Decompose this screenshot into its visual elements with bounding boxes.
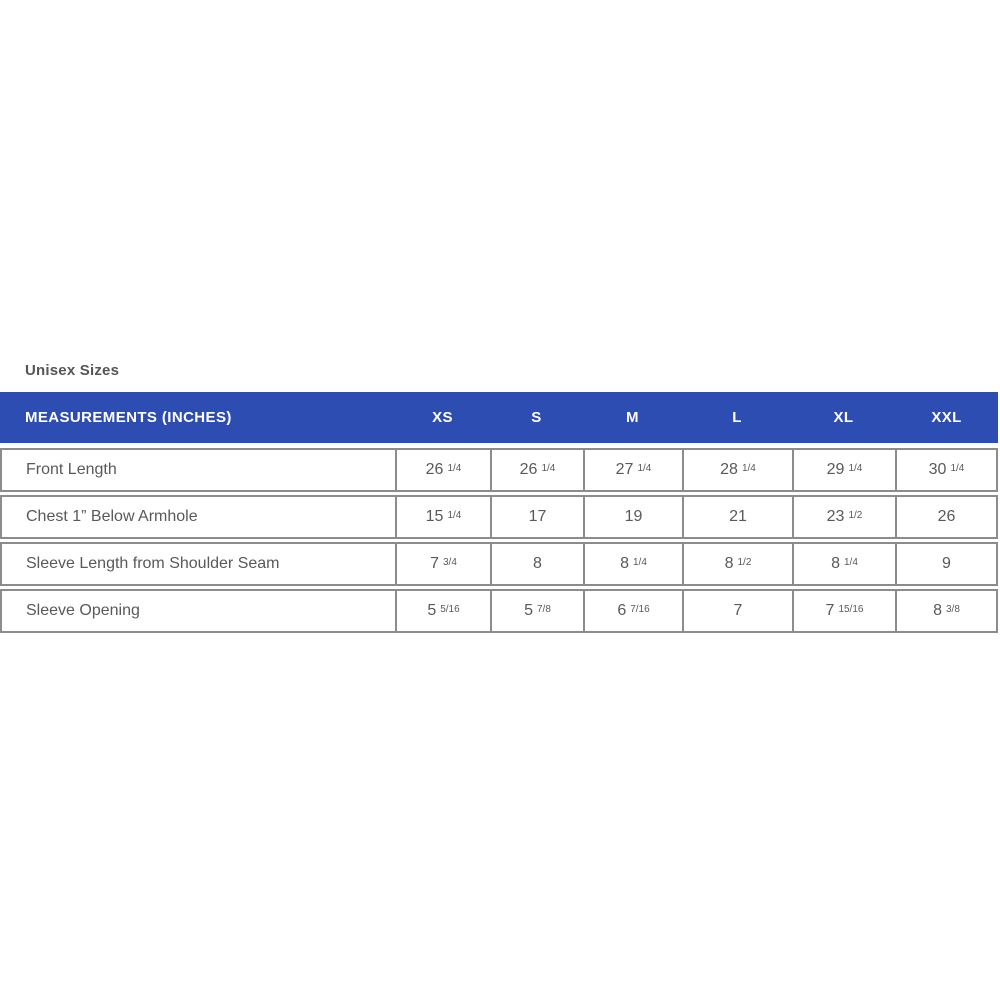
column-header-l: L bbox=[732, 409, 742, 426]
fraction: 1/4 bbox=[633, 556, 647, 568]
table-row-chest bbox=[0, 495, 998, 539]
column-header-xl: XL bbox=[833, 409, 854, 426]
fraction: 1/2 bbox=[737, 556, 752, 568]
measurement-value: 26 bbox=[895, 497, 996, 537]
measurement-value: 17 bbox=[490, 497, 583, 537]
measurement-value: 8 1/4 bbox=[792, 544, 895, 584]
page-title: Unisex Sizes bbox=[25, 362, 120, 379]
fraction: 1/4 bbox=[848, 462, 863, 474]
fraction: 1/4 bbox=[541, 462, 556, 474]
fraction: 1/4 bbox=[637, 462, 652, 474]
fraction: 1/4 bbox=[447, 509, 462, 521]
measurement-value: 6 7/16 bbox=[583, 591, 682, 631]
row-label: Front Length bbox=[26, 461, 117, 478]
column-header-measurements: MEASUREMENTS (INCHES) bbox=[25, 409, 232, 426]
fraction: 3/8 bbox=[946, 603, 960, 615]
fraction: 1/4 bbox=[447, 462, 462, 474]
fraction: 1/2 bbox=[848, 509, 863, 521]
table-row-sleeve-length bbox=[0, 542, 998, 586]
measurement-value: 9 bbox=[895, 544, 996, 584]
fraction: 1/4 bbox=[950, 462, 965, 474]
measurement-value: 29 1/4 bbox=[792, 450, 895, 490]
measurement-value: 26 1/4 bbox=[395, 450, 490, 490]
measurement-value: 7 3/4 bbox=[395, 544, 490, 584]
measurement-value: 5 7/8 bbox=[490, 591, 583, 631]
column-header-s: S bbox=[531, 409, 542, 426]
fraction: 1/4 bbox=[844, 556, 858, 568]
measurement-value: 26 1/4 bbox=[490, 450, 583, 490]
column-header-xs: XS bbox=[432, 409, 453, 426]
measurement-value: 8 1/2 bbox=[682, 544, 792, 584]
fraction: 3/4 bbox=[443, 556, 457, 568]
column-header-m: M bbox=[626, 409, 639, 426]
table-row-sleeve-opening bbox=[0, 589, 998, 633]
fraction: 5/16 bbox=[440, 603, 460, 615]
fraction: 7/8 bbox=[537, 603, 551, 615]
measurement-value: 5 5/16 bbox=[395, 591, 490, 631]
fraction: 1/4 bbox=[741, 462, 756, 474]
table-row-front-length bbox=[0, 448, 998, 492]
measurement-value: 8 bbox=[490, 544, 583, 584]
measurement-value: 21 bbox=[682, 497, 792, 537]
measurement-value: 7 bbox=[682, 591, 792, 631]
fraction: 15/16 bbox=[838, 603, 864, 615]
measurement-value: 27 1/4 bbox=[583, 450, 682, 490]
row-label: Sleeve Opening bbox=[26, 602, 140, 619]
row-label: Chest 1” Below Armhole bbox=[26, 508, 198, 525]
measurement-value: 7 15/16 bbox=[792, 591, 895, 631]
measurement-value: 30 1/4 bbox=[895, 450, 996, 490]
table-header-row bbox=[0, 392, 998, 443]
fraction: 7/16 bbox=[630, 603, 650, 615]
measurement-value: 8 1/4 bbox=[583, 544, 682, 584]
column-header-xxl: XXL bbox=[931, 409, 962, 426]
measurement-value: 8 3/8 bbox=[895, 591, 996, 631]
row-label: Sleeve Length from Shoulder Seam bbox=[26, 555, 280, 572]
size-chart-table bbox=[0, 392, 998, 633]
measurement-value: 19 bbox=[583, 497, 682, 537]
measurement-value: 28 1/4 bbox=[682, 450, 792, 490]
measurement-value: 23 1/2 bbox=[792, 497, 895, 537]
measurement-value: 15 1/4 bbox=[395, 497, 490, 537]
